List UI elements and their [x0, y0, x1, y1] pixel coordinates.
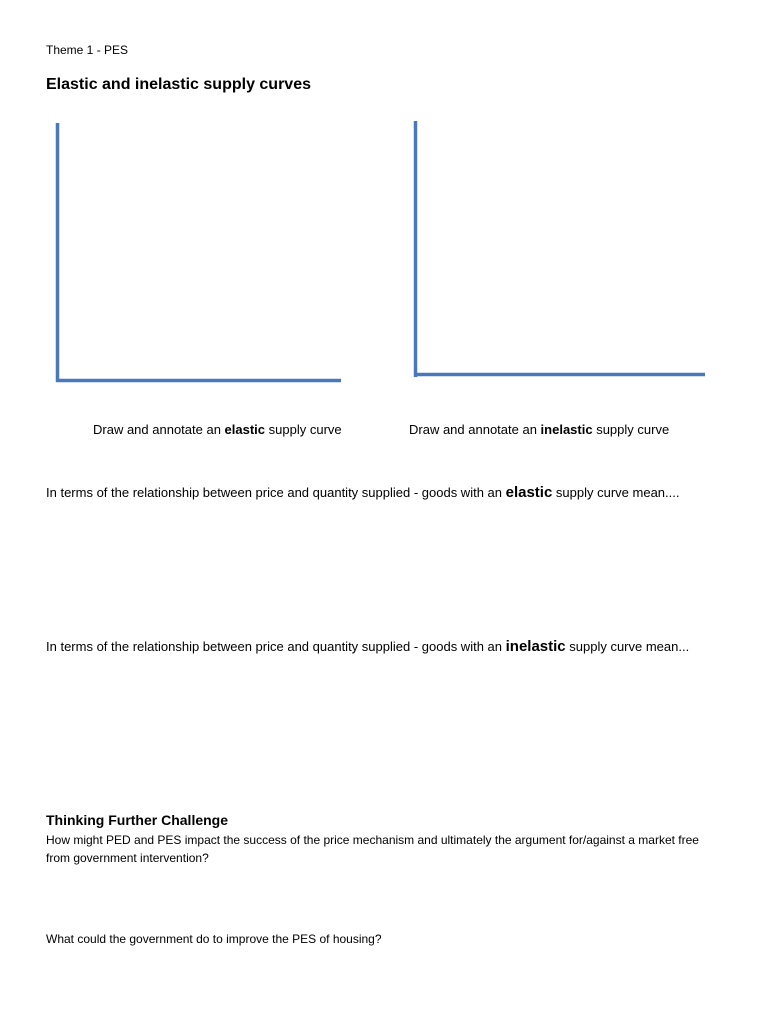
question-inelastic-post: supply curve mean... [565, 639, 690, 654]
left-graph-caption [93, 422, 342, 437]
challenge-question-2: What could the government do to improve the PES of housing? [46, 932, 382, 946]
left-graph-axes [56, 123, 341, 382]
question-elastic-pre: In terms of the relationship between price and quantity supplied - goods with an [46, 485, 506, 500]
right-caption-bold: inelastic [540, 422, 593, 437]
question-elastic-bold: elastic [505, 484, 553, 501]
page-title: Elastic and inelastic supply curves [46, 76, 311, 93]
right-caption-pre: Draw and annotate an [409, 422, 541, 437]
question-elastic-post: supply curve mean.... [552, 485, 680, 500]
question-inelastic-bold: inelastic [505, 638, 566, 655]
right-caption-post: supply curve [592, 422, 670, 437]
left-caption-pre: Draw and annotate an [93, 422, 225, 437]
left-caption-bold: elastic [224, 422, 266, 437]
challenge-question-1: How might PED and PES impact the success of the price mechanism and ultimately the argument for/against a market free from government intervention? [46, 833, 699, 865]
blank-axes-diagrams [0, 0, 768, 420]
left-caption-post: supply curve [265, 422, 342, 437]
question-inelastic-pre: In terms of the relationship between price and quantity supplied - goods with an [46, 639, 506, 654]
question-inelastic [46, 638, 689, 655]
theme-label: Theme 1 - PES [46, 43, 129, 57]
right-graph-axes [414, 121, 705, 377]
question-elastic [46, 484, 679, 501]
challenge-title: Thinking Further Challenge [46, 812, 229, 828]
right-graph-caption [409, 422, 669, 437]
